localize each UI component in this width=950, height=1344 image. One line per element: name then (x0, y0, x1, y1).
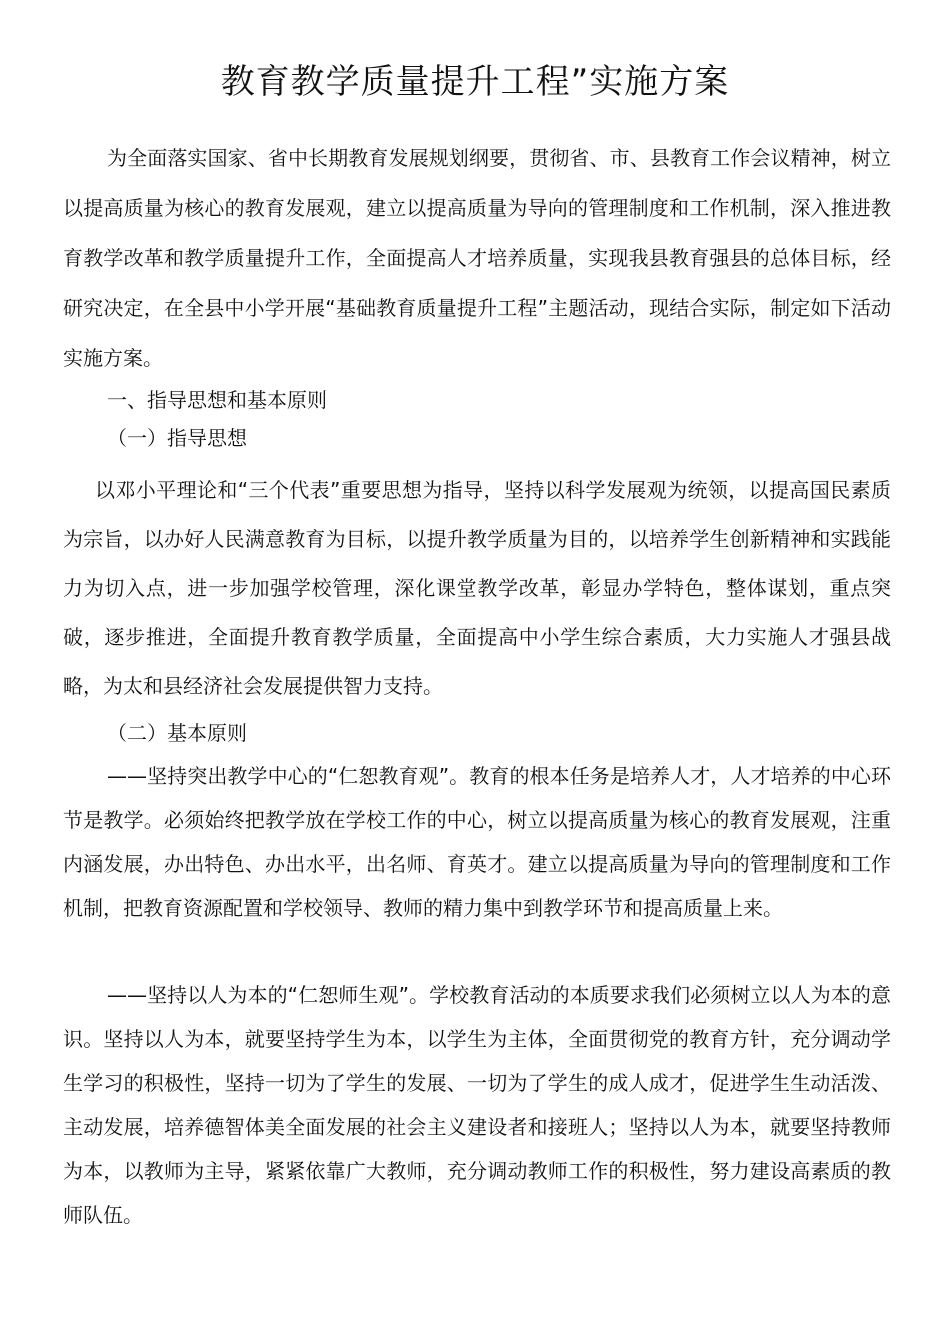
document-title: 教育教学质量提升工程”实施方案 (220, 62, 730, 102)
guiding-thought-paragraph: 以邓小平理论和“三个代表”重要思想为指导，坚持以科学发展观为统领，以提高国民素质为宗旨，以办好人民满意教育为目标，以提升教学质量为目的，以培养学生创新精神和实践能力为切入点，进一步加强学校管理，深化课堂教学改革，彰显办学特色，整体谋划，重点突破，逐步推进，全面提升教育教学质量，全面提高中小学生综合素质，大力实施人才强县战略，为太和县经济社会发展提供智力支持。 (63, 478, 891, 698)
subsection-heading-basic-principles: （二）基本原则 (107, 721, 247, 745)
section-heading-guiding-and-principles: 一、指导思想和基本原则 (107, 388, 327, 412)
principle-paragraph-people-oriented: ——坚持以人为本的“仁恕师生观”。学校教育活动的本质要求我们必须树立以人为本的意识。坚持以人为本，就要坚持学生为本，以学生为主体，全面贯彻党的教育方针，充分调动学生学习的积极性，坚持一切为了学生的发展、一切为了学生的成人成才，促进学生生动活泼、主动发展，培养德智体美全面发展的社会主义建设者和接班人；坚持以人为本，就要坚持教师为本，以教师为主导，紧紧依靠广大教师，充分调动教师工作的积极性，努力建设高素质的教师队伍。 (63, 983, 891, 1227)
intro-paragraph: 为全面落实国家、省中长期教育发展规划纲要，贯彻省、市、县教育工作会议精神，树立以提高质量为核心的教育发展观，建立以提高质量为导向的管理制度和工作机制，深入推进教育教学改革和教学质量提升工作，全面提高人才培养质量，实现我县教育强县的总体目标，经研究决定，在全县中小学开展“基础教育质量提升工程”主题活动，现结合实际，制定如下活动实施方案。 (63, 146, 891, 370)
subsection-heading-guiding-thought: （一）指导思想 (107, 426, 247, 450)
principle-paragraph-teaching-center: ——坚持突出教学中心的“仁恕教育观”。教育的根本任务是培养人才，人才培养的中心环节是教学。必须始终把教学放在学校工作的中心，树立以提高质量为核心的教育发展观，注重内涵发展，办出特色、办出水平，出名师、育英才。建立以提高质量为导向的管理制度和工作机制，把教育资源配置和学校领导、教师的精力集中到教学环节和提高质量上来。 (63, 764, 891, 920)
